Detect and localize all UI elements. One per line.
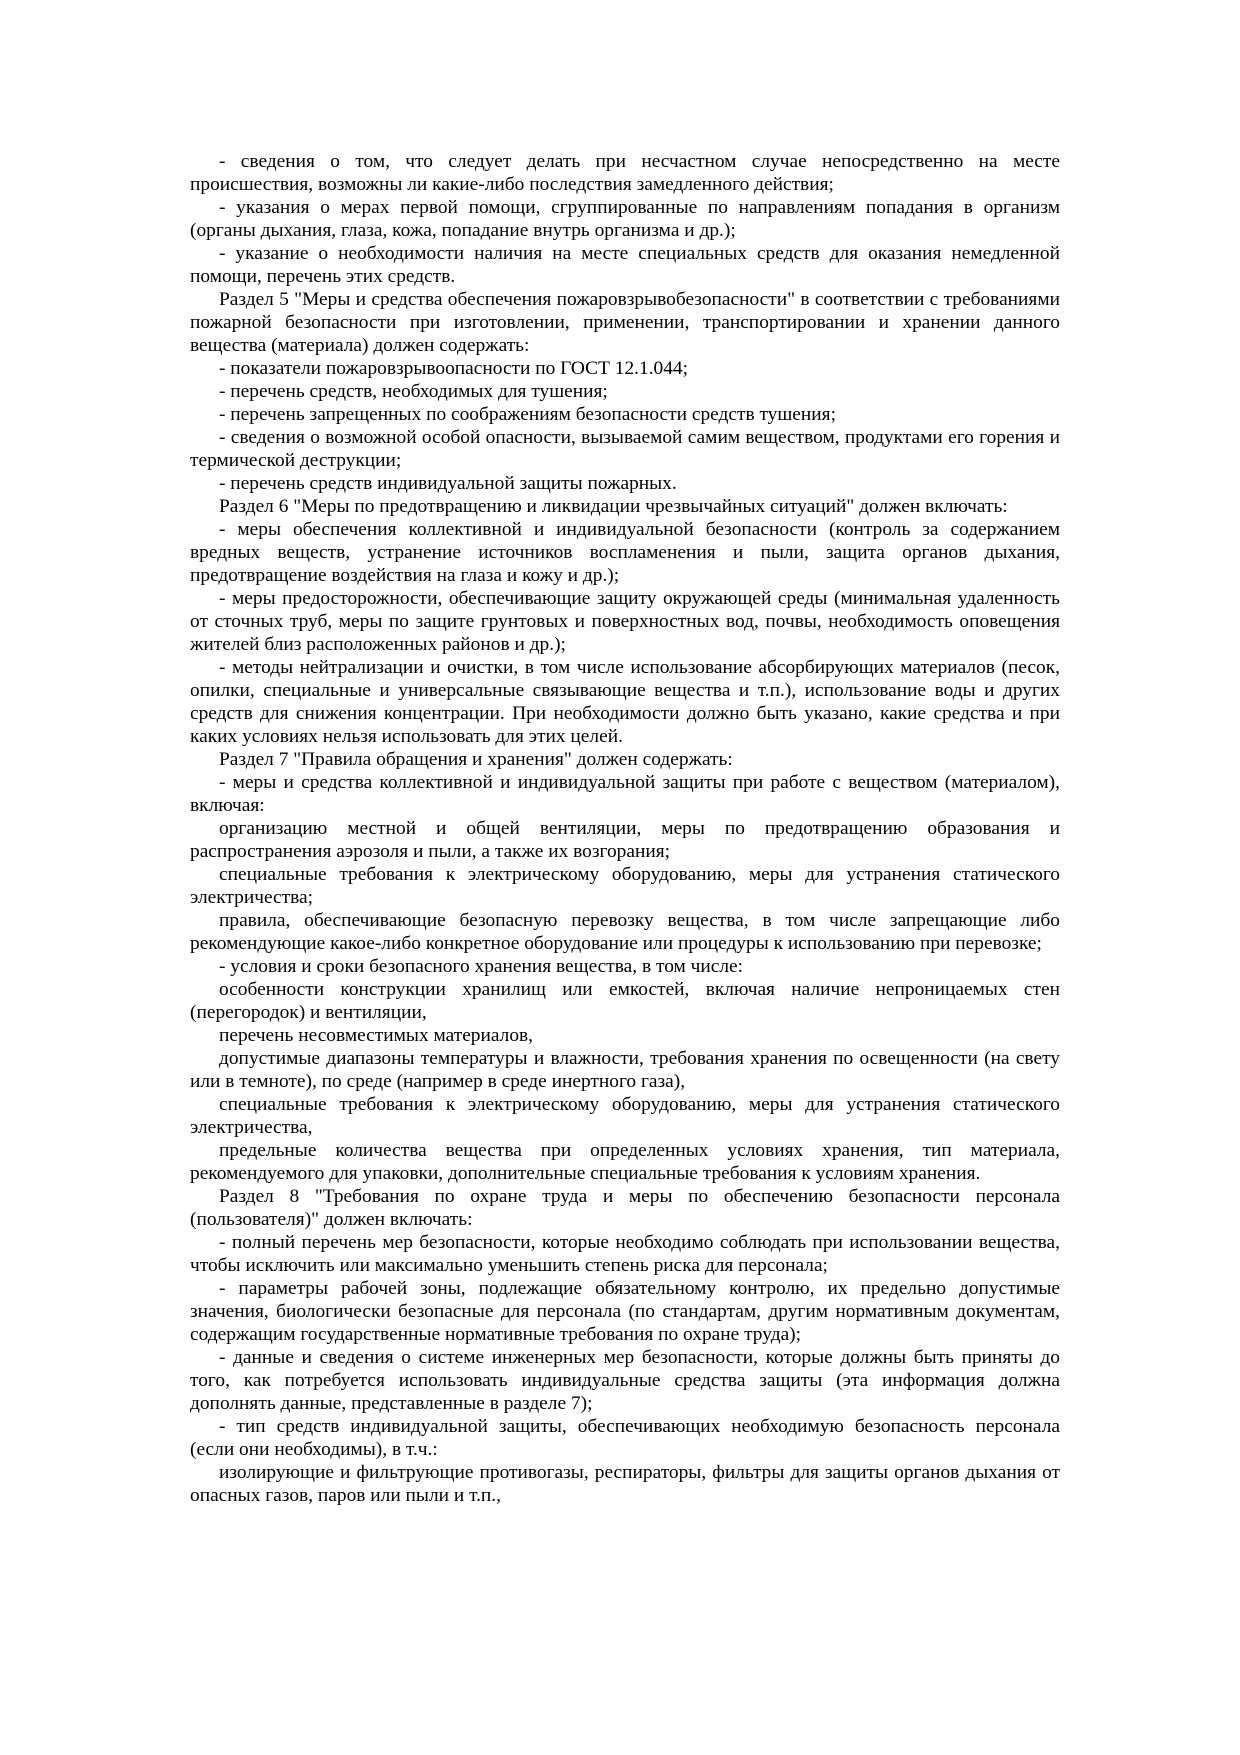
paragraph-electrical-requirements: специальные требования к электрическому оборудованию, меры для устранения статического электричества; bbox=[190, 864, 1060, 908]
paragraph-section-5: Раздел 5 "Меры и средства обеспечения пожаровзрывобезопасности" в соответствии с требованиями пожарной безопасности при изготовлении, применении, транспортировании и хранении данного вещества (материала) должен содержать: bbox=[190, 289, 1060, 356]
paragraph-protection-measures: - меры и средства коллективной и индивидуальной защиты при работе с веществом (материалом), включая: bbox=[190, 772, 1060, 816]
paragraph-special-means: - указание о необходимости наличия на месте специальных средств для оказания немедленной помощи, перечень этих средств. bbox=[190, 243, 1060, 287]
paragraph-prohibited-means: - перечень запрещенных по соображениям безопасности средств тушения; bbox=[219, 404, 836, 425]
paragraph-temperature-ranges: допустимые диапазоны температуры и влажности, требования хранения по освещенности (на свету или в темноте), по среде (например в среде инертного газа), bbox=[190, 1048, 1060, 1092]
paragraph-storage-conditions: - условия и сроки безопасного хранения вещества, в том числе: bbox=[219, 956, 744, 977]
paragraph-storage-construction: особенности конструкции хранилищ или емкостей, включая наличие непроницаемых стен (перегородок) и вентиляции, bbox=[190, 979, 1060, 1023]
paragraph-ppe-types: - тип средств индивидуальной защиты, обеспечивающих необходимую безопасность персонала (если они необходимы), в т.ч.: bbox=[190, 1416, 1060, 1460]
paragraph-section-8: Раздел 8 "Требования по охране труда и меры по обеспечению безопасности персонала (пользователя)" должен включать: bbox=[190, 1186, 1060, 1230]
paragraph-firefighter-ppe: - перечень средств индивидуальной защиты пожарных. bbox=[219, 473, 677, 494]
paragraph-ventilation: организацию местной и общей вентиляции, меры по предотвращению образования и распространения аэрозоля и пыли, а также их возгорания; bbox=[190, 818, 1060, 862]
paragraph-gas-masks: изолирующие и фильтрующие противогазы, респираторы, фильтры для защиты органов дыхания от опасных газов, паров или пыли и т.п., bbox=[190, 1462, 1060, 1506]
paragraph-first-aid-measures: - указания о мерах первой помощи, сгруппированные по направлениям попадания в организм (органы дыхания, глаза, кожа, попадание внутрь организма и др.); bbox=[190, 197, 1060, 241]
paragraph-quantity-limits: предельные количества вещества при определенных условиях хранения, тип материала, рекомендуемого для упаковки, дополнительные специальные требования к условиям хранения. bbox=[190, 1140, 1060, 1184]
paragraph-neutralization: - методы нейтрализации и очистки, в том числе использование абсорбирующих материалов (песок, опилки, специальные и универсальные связывающие вещества и т.п.), использование воды и других средств для снижения концентрации. При необходимости должно быть указано, какие средства и при каких условиях нельзя использовать для этих целей. bbox=[190, 657, 1060, 747]
paragraph-engineering-measures: - данные и сведения о системе инженерных мер безопасности, которые должны быть приняты до того, как потребуется использовать индивидуальные средства защиты (эта информация должна дополнять данные, представленные в разделе 7); bbox=[190, 1347, 1060, 1414]
paragraph-collective-safety: - меры обеспечения коллективной и индивидуальной безопасности (контроль за содержанием вредных веществ, устранение источников воспламенения и пыли, защита органов дыхания, предотвращение воздействия на глаза и кожу и др.); bbox=[190, 519, 1060, 586]
paragraph-extinguishing-means: - перечень средств, необходимых для тушения; bbox=[219, 381, 608, 402]
paragraph-section-6: Раздел 6 "Меры по предотвращению и ликвидации чрезвычайных ситуаций" должен включать: bbox=[219, 496, 1008, 517]
paragraph-workzone-parameters: - параметры рабочей зоны, подлежащие обязательному контролю, их предельно допустимые значения, биологически безопасные для персонала (по стандартам, другим нормативным документам, содержащим государственные нормативные требования по охране труда); bbox=[190, 1278, 1060, 1345]
paragraph-environment-protection: - меры предосторожности, обеспечивающие защиту окружающей среды (минимальная удаленность от сточных труб, меры по защите грунтовых и поверхностных вод, почвы, необходимость оповещения жителей близ расположенных районов и др.); bbox=[190, 588, 1060, 655]
paragraph-section-7: Раздел 7 "Правила обращения и хранения" должен содержать: bbox=[219, 749, 733, 770]
paragraph-electrical-requirements-storage: специальные требования к электрическому оборудованию, меры для устранения статического электричества, bbox=[190, 1094, 1060, 1138]
paragraph-first-aid-info: - сведения о том, что следует делать при несчастном случае непосредственно на месте происшествия, возможны ли какие-либо последствия замедленного действия; bbox=[190, 151, 1060, 195]
paragraph-safety-measures-list: - полный перечень мер безопасности, которые необходимо соблюдать при использовании вещества, чтобы исключить или максимально уменьшить степень риска для персонала; bbox=[190, 1232, 1060, 1276]
paragraph-incompatible-materials: перечень несовместимых материалов, bbox=[219, 1025, 534, 1046]
paragraph-special-hazard: - сведения о возможной особой опасности, вызываемой самим веществом, продуктами его горения и термической деструкции; bbox=[190, 427, 1060, 471]
paragraph-transport-rules: правила, обеспечивающие безопасную перевозку вещества, в том числе запрещающие либо рекомендующие какое-либо конкретное оборудование или процедуры к использованию при перевозке; bbox=[190, 910, 1060, 954]
document-page bbox=[190, 150, 1060, 1507]
paragraph-fire-indicators: - показатели пожаровзрывоопасности по ГОСТ 12.1.044; bbox=[219, 358, 689, 379]
